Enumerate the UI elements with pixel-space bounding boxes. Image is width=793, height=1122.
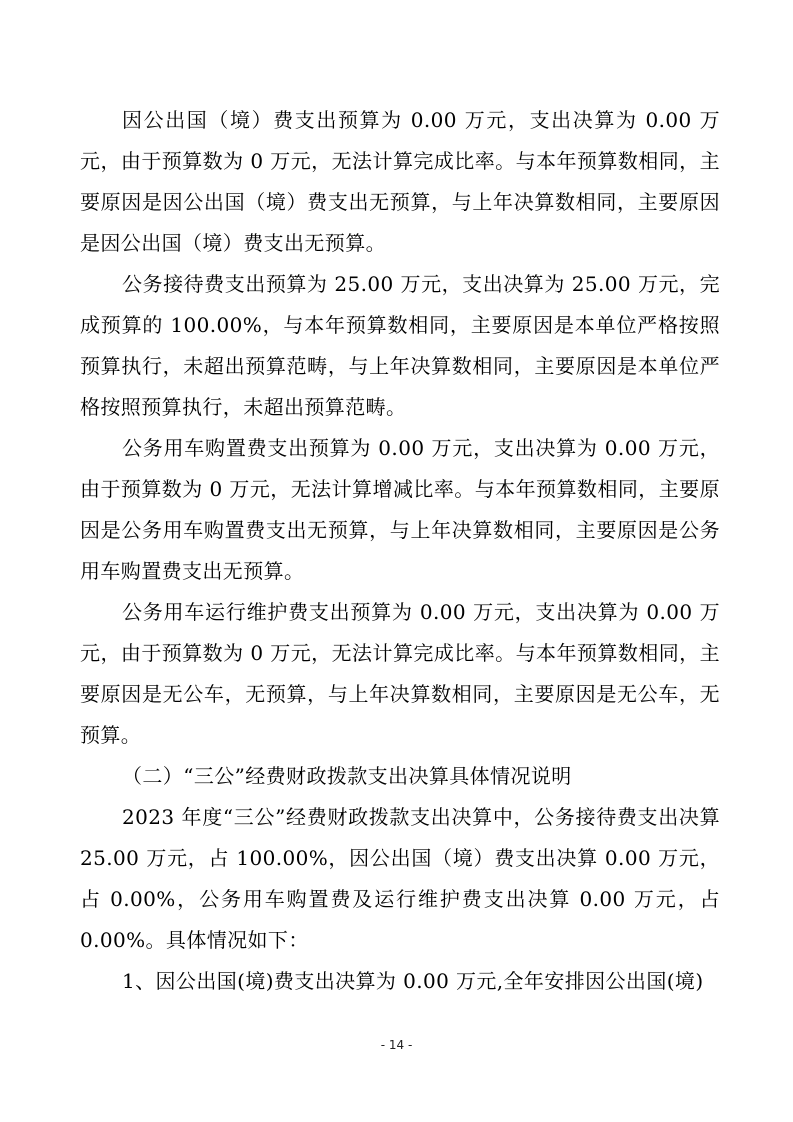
section-heading: （二）“三公”经费财政拨款支出决算具体情况说明 [122, 764, 572, 788]
page-number: - 14 - [380, 1038, 413, 1052]
paragraph-vehicle-maintenance: 公务用车运行维护费支出预算为 0.00 万元，支出决算为 0.00 万元，由于预算数为 0 万元，无法计算完成比率。与本年预算数相同，主要原因是无公车，无预算，与上年决算数相同，主要原因是无公车，无预算。 [80, 600, 720, 747]
paragraph-vehicle-purchase: 公务用车购置费支出预算为 0.00 万元，支出决算为 0.00 万元，由于预算数为 0 万元，无法计算增减比率。与本年预算数相同，主要原因是公务用车购置费支出无预算，与上年决算数相同，主要原因是公务用车购置费支出无预算。 [80, 436, 720, 583]
paragraph-reception: 公务接待费支出预算为 25.00 万元，支出决算为 25.00 万元，完成预算的 100.00%，与本年预算数相同，主要原因是本单位严格按照预算执行，未超出预算范畴，与上年决算数相同，主要原因是本单位严格按照预算执行，未超出预算范畴。 [80, 272, 720, 419]
paragraph-summary: 2023 年度“三公”经费财政拨款支出决算中，公务接待费支出决算 25.00 万元，占 100.00%，因公出国（境）费支出决算 0.00 万元，占 0.00%，公务用车购置费及运行维护费支出决算 0.00 万元，占 0.00%。具体情况如下： [80, 805, 720, 952]
paragraph-outbound-travel: 因公出国（境）费支出预算为 0.00 万元，支出决算为 0.00 万元，由于预算数为 0 万元，无法计算完成比率。与本年预算数相同，主要原因是因公出国（境）费支出无预算，与上年决算数相同，主要原因是因公出国（境）费支出无预算。 [80, 108, 720, 255]
paragraph-item-1: 1、因公出国(境)费支出决算为 0.00 万元,全年安排因公出国(境) [122, 969, 704, 993]
body-text [80, 100, 720, 1002]
